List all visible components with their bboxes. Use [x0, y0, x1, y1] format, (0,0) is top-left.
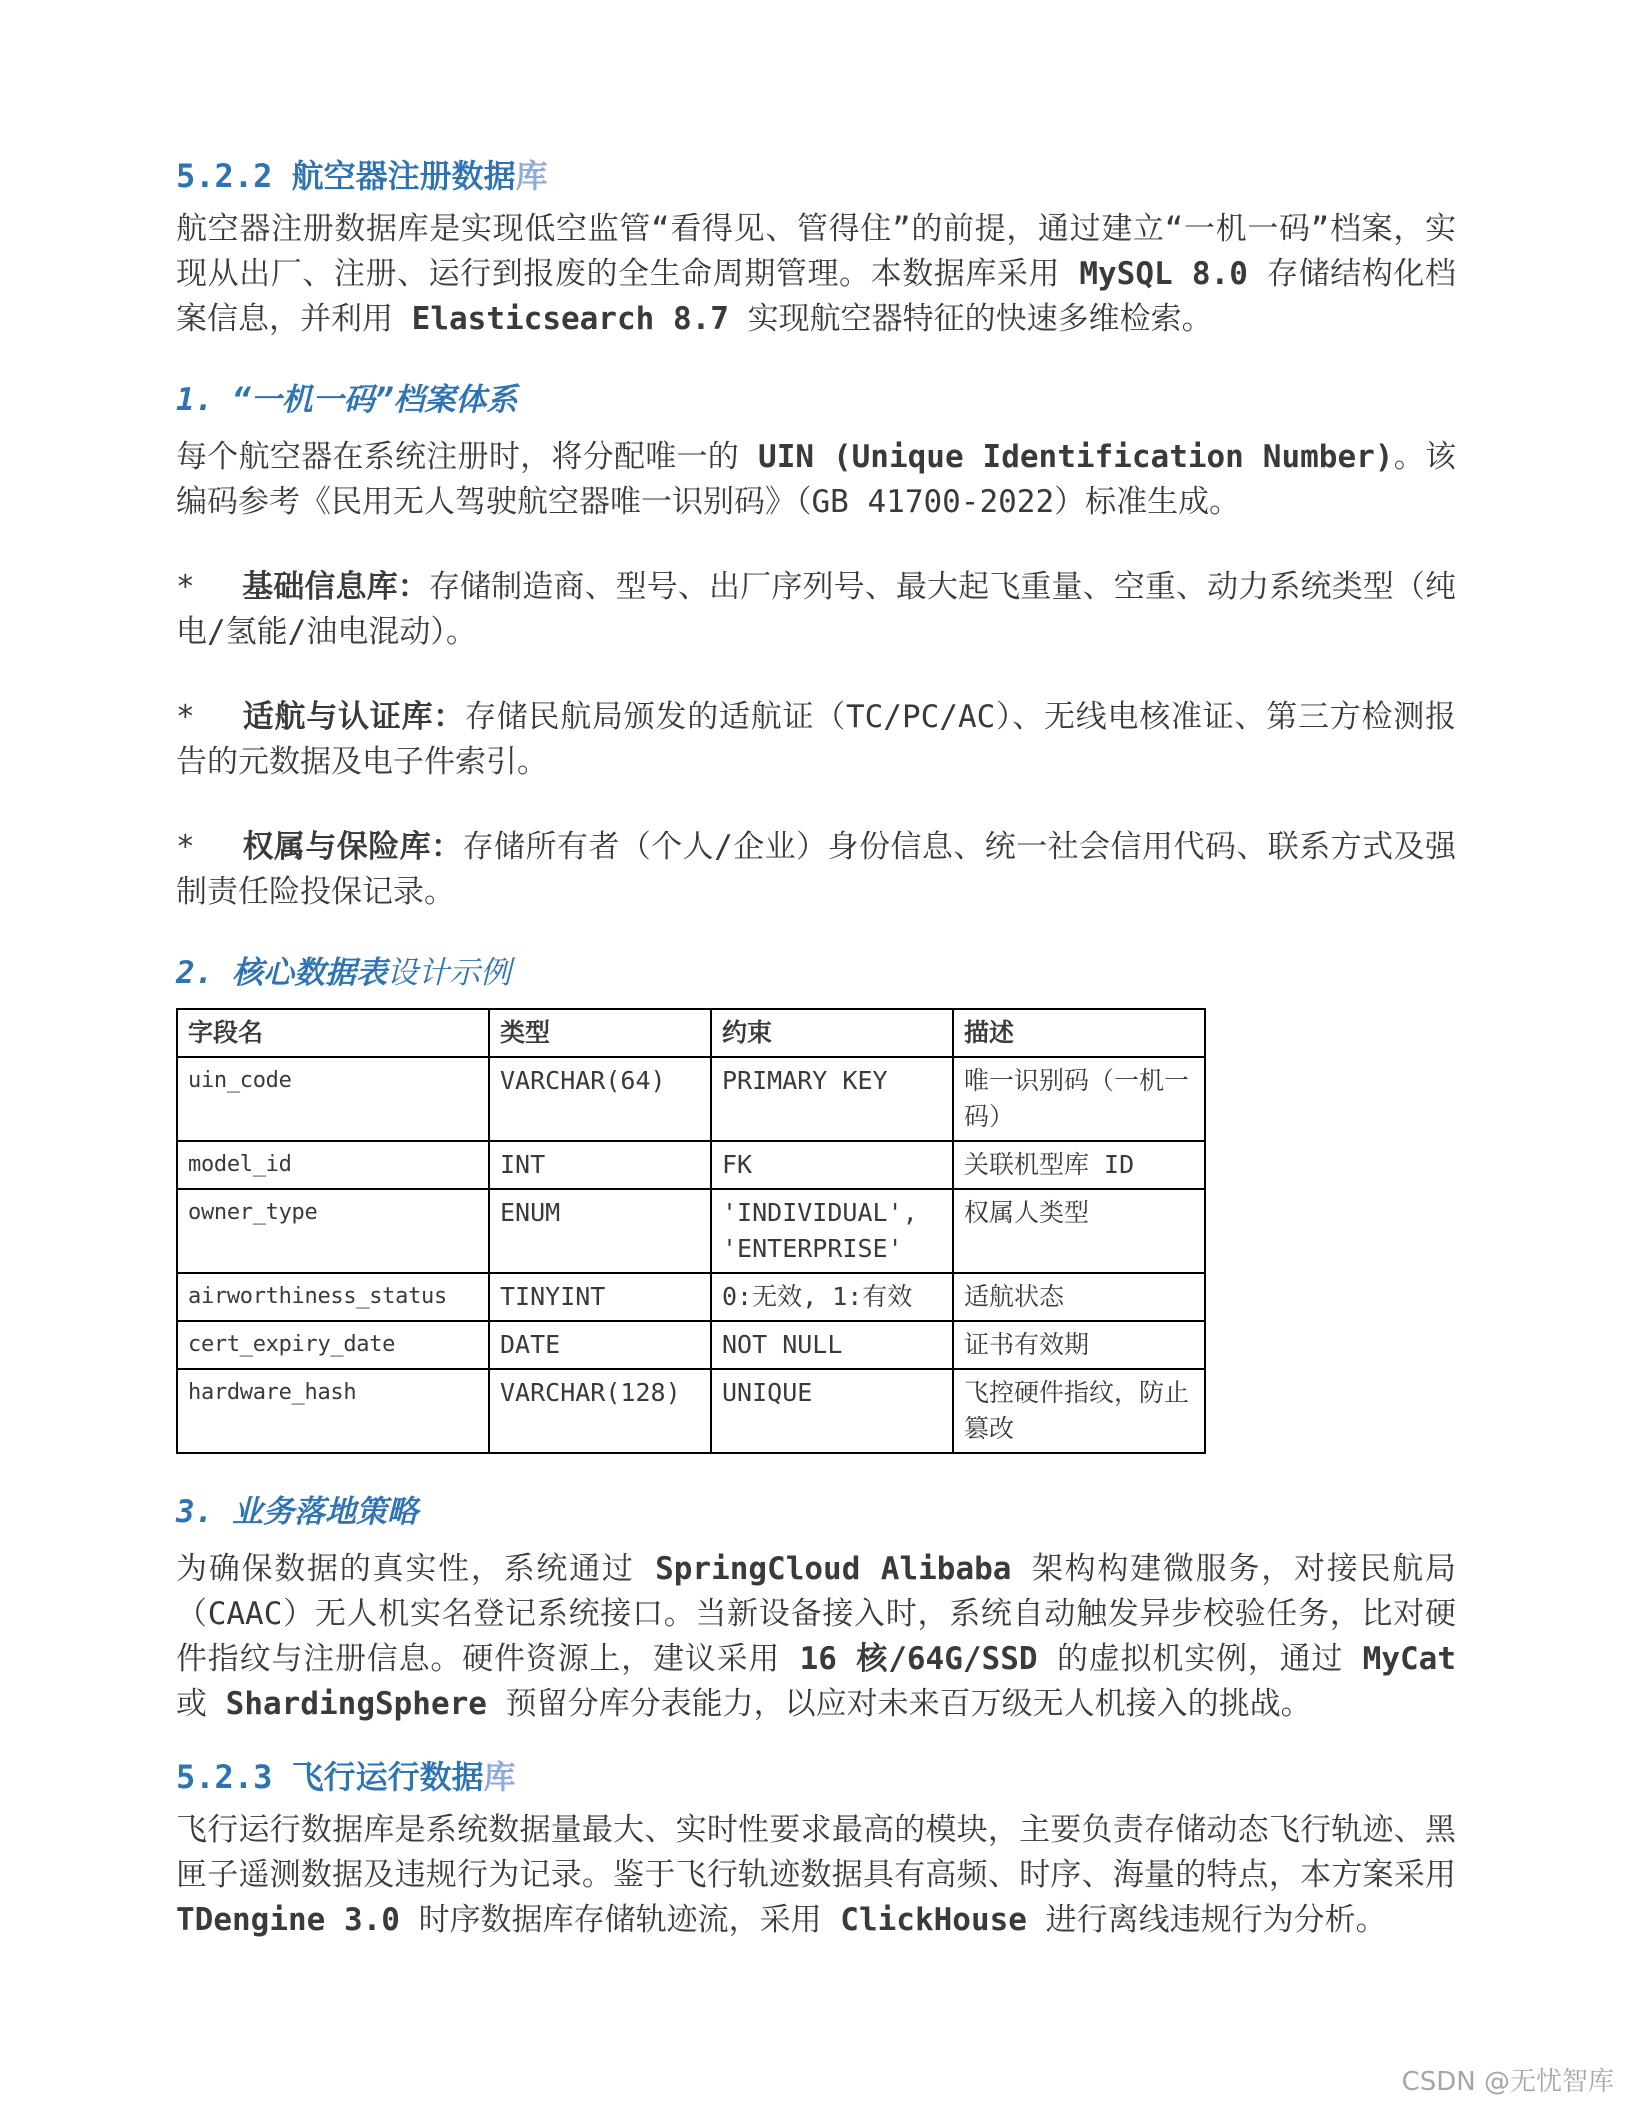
table-cell: TINYINT [489, 1273, 711, 1321]
text-run: MyCat [1362, 1641, 1456, 1677]
text-run: 库 [483, 1758, 516, 1796]
column-header: 字段名 [177, 1009, 489, 1057]
text-run: 架构构建微服务，对接民航局（CAAC）无人机实名登记系统接口。当新设备接入时，系统自动触发异步校验任务，比对硬件指纹与注册信息。硬件资源上，建议采用 [176, 1551, 1456, 1677]
text-run: 5.2.3 飞行运行数据 [176, 1758, 484, 1796]
table-cell: 证书有效期 [953, 1321, 1205, 1369]
bullet-item-basic-info [176, 565, 1456, 655]
text-run: 进行离线违规行为分析。 [1026, 1902, 1387, 1938]
subheading-1-archive-system [176, 378, 1456, 423]
text-run: 预留分库分表能力，以应对未来百万级无人机接入的挑战。 [486, 1686, 1312, 1722]
table-cell: cert_expiry_date [177, 1321, 489, 1369]
table-row [177, 1141, 1205, 1189]
table-row [177, 1321, 1205, 1369]
text-run: 适航与认证库： [242, 699, 465, 735]
text-run: ShardingSphere [225, 1686, 487, 1722]
text-run: 飞行运行数据库是系统数据量最大、实时性要求最高的模块，主要负责存储动态飞行轨迹、黑匣子遥测数据及违规行为记录。鉴于飞行轨迹数据具有高频、时序、海量的特点，本方案采用 [176, 1812, 1456, 1893]
table-cell: 权属人类型 [953, 1189, 1205, 1273]
table-cell: PRIMARY KEY [711, 1057, 953, 1141]
paragraph-strategy [176, 1547, 1456, 1727]
text-run: ClickHouse [840, 1902, 1027, 1938]
table-cell: VARCHAR(128) [489, 1369, 711, 1453]
text-run: 16 核/64G/SSD [799, 1641, 1038, 1677]
watermark: CSDN @无忧智库 [1401, 2067, 1614, 2097]
subheading-3-business-strategy [176, 1490, 1456, 1535]
text-run: * [176, 829, 195, 865]
table-cell: 唯一识别码（一机一码） [953, 1057, 1205, 1141]
text-run: 1. “一机一码”档案体系 [176, 382, 518, 418]
table-row [177, 1057, 1205, 1141]
text-run: 存储民航局颁发的适航证（TC/PC/AC）、无线电核准证、第三方检测报告的元数据及电子件索引。 [176, 699, 1457, 780]
text-run: TDengine 3.0 [176, 1902, 400, 1938]
table-cell: DATE [489, 1321, 711, 1369]
column-header: 类型 [489, 1009, 711, 1057]
paragraph-registry-intro [176, 207, 1456, 342]
table-cell: 适航状态 [953, 1273, 1205, 1321]
text-run: 或 [176, 1686, 226, 1722]
table-row [177, 1273, 1205, 1321]
table-row [177, 1189, 1205, 1273]
text-run: Elasticsearch 8.7 [411, 301, 729, 337]
table-cell: INT [489, 1141, 711, 1189]
table-cell: model_id [177, 1141, 489, 1189]
table-cell: 关联机型库 ID [953, 1141, 1205, 1189]
table-cell: ENUM [489, 1189, 711, 1273]
text-run: * [176, 699, 195, 735]
text-run: MySQL 8.0 [1079, 256, 1248, 292]
table-row [177, 1369, 1205, 1453]
text-run: 存储结构化档案信息，并利用 [176, 256, 1456, 337]
subheading-2-core-table [176, 951, 1456, 996]
table-cell: airworthiness_status [177, 1273, 489, 1321]
text-run: * [176, 569, 195, 605]
text-run: 库 [515, 157, 548, 195]
table-cell: UNIQUE [711, 1369, 953, 1453]
text-run: 的虚拟机实例，通过 [1037, 1641, 1363, 1677]
text-run: 。该编码参考《民用无人驾驶航空器唯一识别码》（GB 41700-2022）标准生成。 [176, 439, 1457, 520]
table-cell: owner_type [177, 1189, 489, 1273]
table-cell: 0:无效, 1:有效 [711, 1273, 953, 1321]
text-run: 存储所有者（个人/企业）身份信息、统一社会信用代码、联系方式及强制责任险投保记录。 [176, 829, 1456, 910]
column-header: 约束 [711, 1009, 953, 1057]
text-run: SpringCloud Alibaba [655, 1551, 1012, 1587]
paragraph-uin [176, 435, 1456, 525]
table-cell: NOT NULL [711, 1321, 953, 1369]
text-run: 权属与保险库： [242, 829, 463, 865]
text-run: 每个航空器在系统注册时，将分配唯一的 [176, 439, 759, 475]
bullet-item-ownership [176, 825, 1456, 915]
text-run: 存储制造商、型号、出厂序列号、最大起飞重量、空重、动力系统类型（纯电/氢能/油电混动）。 [176, 569, 1457, 650]
paragraph-flight-ops [176, 1808, 1456, 1943]
core-data-table [176, 1008, 1206, 1454]
text-run: 航空器注册数据库是实现低空监管“看得见、管得住”的前提，通过建立“一机一码”档案，实现从出厂、注册、运行到报废的全生命周期管理。本数据库采用 [176, 211, 1456, 292]
table-cell: FK [711, 1141, 953, 1189]
table-cell: 'INDIVIDUAL', 'ENTERPRISE' [711, 1189, 953, 1273]
bullet-item-airworthiness [176, 695, 1456, 785]
column-header: 描述 [953, 1009, 1205, 1057]
table-cell: VARCHAR(64) [489, 1057, 711, 1141]
text-run: 2. 核心数据表 [176, 955, 387, 991]
text-run: 3. 业务落地策略 [176, 1494, 418, 1530]
text-run: 基础信息库： [242, 569, 429, 605]
text-run: 为确保数据的真实性，系统通过 [176, 1551, 656, 1587]
section-heading-5-2-3 [176, 1755, 1456, 1800]
table-cell: 飞控硬件指纹，防止篡改 [953, 1369, 1205, 1453]
text-run: UIN (Unique Identification Number) [758, 439, 1394, 475]
table-cell: uin_code [177, 1057, 489, 1141]
text-run: 设计示例 [387, 955, 511, 991]
table-cell: hardware_hash [177, 1369, 489, 1453]
section-heading-5-2-2 [176, 154, 1456, 199]
text-run: 时序数据库存储轨迹流，采用 [399, 1902, 841, 1938]
table-header-row [177, 1009, 1205, 1057]
text-run: 5.2.2 航空器注册数据 [176, 157, 516, 195]
text-run: 实现航空器特征的快速多维检索。 [728, 301, 1213, 337]
